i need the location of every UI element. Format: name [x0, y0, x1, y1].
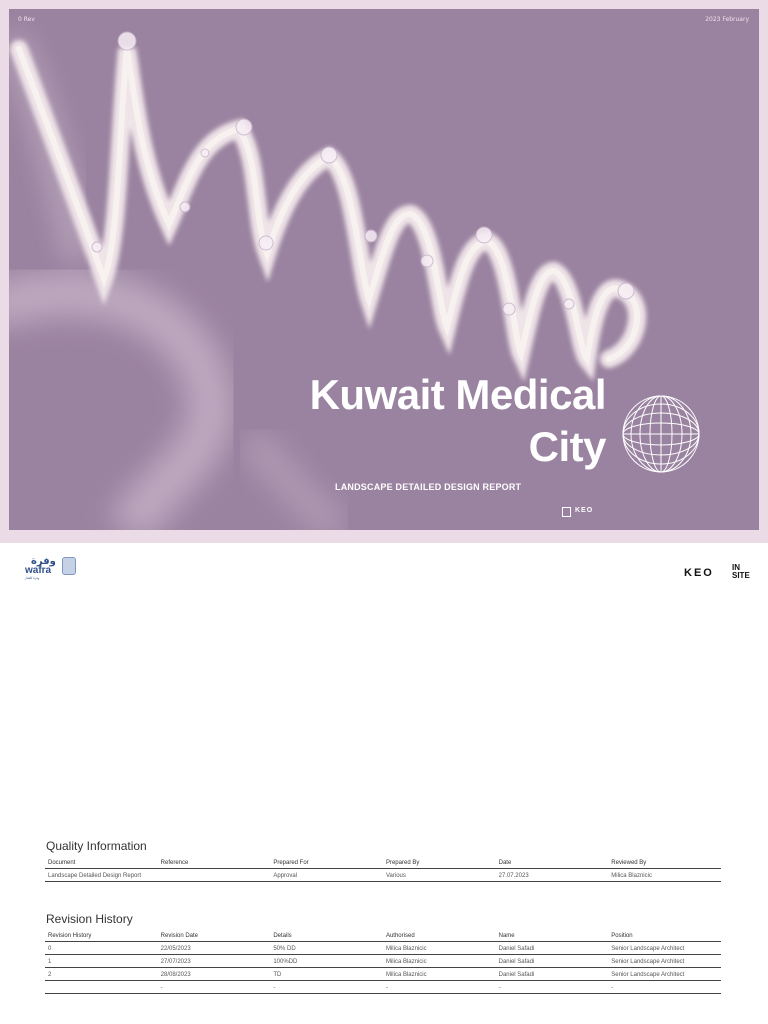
cover-subtitle: LANDSCAPE DETAILED DESIGN REPORT [335, 482, 522, 492]
table-cell: - [158, 981, 271, 994]
column-header: Prepared By [383, 856, 496, 869]
table-cell: Milica Blaznicic [608, 869, 721, 882]
wafra-latin-text: wafra [25, 565, 52, 576]
table-row [45, 869, 721, 882]
table-cell: 2 [45, 968, 158, 981]
column-header: Name [496, 929, 609, 942]
column-header: Revision History [45, 929, 158, 942]
insite-logo-text: IN SITE [732, 563, 750, 580]
insite-logo-icon [562, 507, 571, 517]
table-cell: 50% DD [270, 942, 383, 955]
table-cell: - [270, 981, 383, 994]
table-cell: Daniel Safadi [496, 955, 609, 968]
quality-information-heading: Quality Information [46, 839, 147, 853]
table-cell: - [608, 981, 721, 994]
table-cell: 22/05/2023 [158, 942, 271, 955]
column-header: Date [496, 856, 609, 869]
cover-logos [562, 507, 602, 518]
table-cell: Various [383, 869, 496, 882]
wafra-subtitle: وفرة للعقار [25, 576, 40, 580]
table-cell: Senior Landscape Architect [608, 942, 721, 955]
column-header: Details [270, 929, 383, 942]
table-cell: 100%DD [270, 955, 383, 968]
table-cell: Milica Blaznicic [383, 968, 496, 981]
table-cell: 0 [45, 942, 158, 955]
table-row [45, 942, 721, 955]
table-row [45, 981, 721, 994]
table-cell: - [496, 981, 609, 994]
cover-title [310, 369, 606, 473]
table-header-row [45, 929, 721, 942]
revision-history-table [45, 929, 721, 994]
cover-date: 2023 February [705, 16, 749, 23]
cover-page [9, 9, 759, 530]
wafra-logo [24, 556, 82, 582]
title-line-2: City [528, 423, 606, 470]
column-header: Revision Date [158, 929, 271, 942]
column-header: Document [45, 856, 158, 869]
table-cell: Landscape Detailed Design Report [45, 869, 158, 882]
table-cell: Senior Landscape Architect [608, 968, 721, 981]
table-cell: 28/08/2023 [158, 968, 271, 981]
table-cell: TD [270, 968, 383, 981]
wireframe-sphere-icon [619, 392, 703, 476]
column-header: Reference [158, 856, 271, 869]
column-header: Position [608, 929, 721, 942]
table-cell: 1 [45, 955, 158, 968]
table-cell: Daniel Safadi [496, 942, 609, 955]
table-row [45, 968, 721, 981]
keo-logo-text: KEO [684, 567, 714, 579]
revision-history-heading: Revision History [46, 912, 133, 926]
table-cell [45, 981, 158, 994]
table-cell: Daniel Safadi [496, 968, 609, 981]
table-cell: 27/07/2023 [158, 955, 271, 968]
table-cell [158, 869, 271, 882]
table-cell: Milica Blaznicic [383, 942, 496, 955]
quality-information-table [45, 856, 721, 882]
cover-keo-logo: KEO [575, 507, 594, 514]
keo-insite-logo [684, 563, 750, 584]
column-header: Authorised [383, 929, 496, 942]
wafra-arabic-text: وفرة [31, 556, 56, 567]
table-cell: Milica Blaznicic [383, 955, 496, 968]
column-header: Reviewed By [608, 856, 721, 869]
table-header-row [45, 856, 721, 869]
emblem-icon [62, 557, 76, 575]
table-cell: Senior Landscape Architect [608, 955, 721, 968]
column-header: Prepared For [270, 856, 383, 869]
revision-label: 0 Rev [18, 16, 35, 23]
table-cell: Approval [270, 869, 383, 882]
table-cell: - [383, 981, 496, 994]
table-row [45, 955, 721, 968]
title-line-1: Kuwait Medical [309, 371, 606, 418]
table-cell: 27.07.2023 [496, 869, 609, 882]
